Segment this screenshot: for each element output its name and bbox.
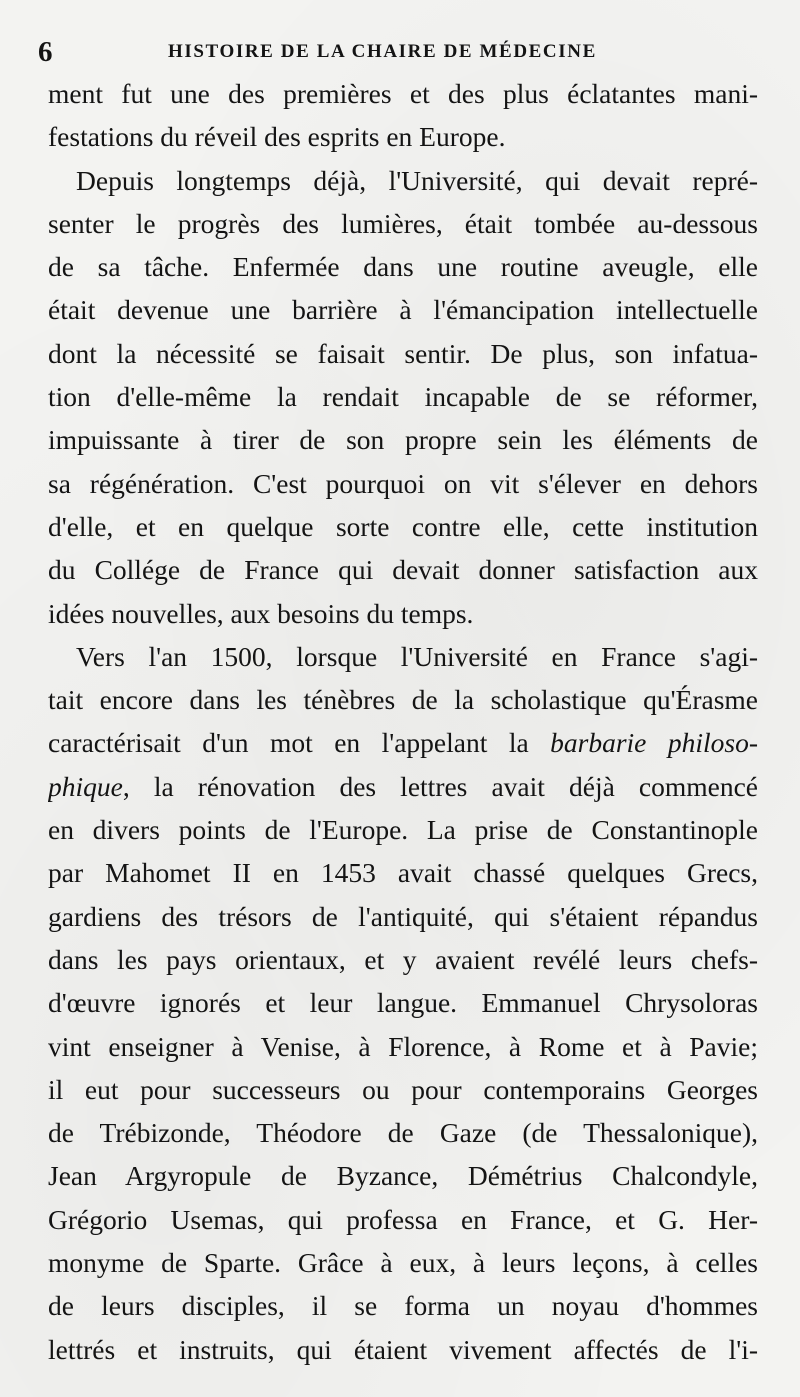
text-line: caractérisait d'un mot en l'appelant la barbarie philoso- xyxy=(48,727,758,759)
text-line: monyme de Sparte. Grâce à eux, à leurs leçons, à celles xyxy=(48,1247,758,1279)
text-line: dans les pays orientaux, et y avaient revélé leurs chefs- xyxy=(48,943,758,975)
text-line: gardiens des trésors de l'antiquité, qui s'étaient répandus xyxy=(48,900,758,932)
body-text xyxy=(48,72,758,1371)
text-line: ment fut une des premières et des plus éclatantes mani- xyxy=(48,78,758,109)
text-line: festations du réveil des esprits en Europe. xyxy=(48,121,506,153)
text-line: tait encore dans les ténèbres de la scholastique qu'Érasme xyxy=(48,684,758,716)
text-line: Grégorio Usemas, qui professa en France, et G. Her- xyxy=(48,1203,758,1235)
running-title: HISTOIRE DE LA CHAIRE DE MÉDECINE xyxy=(168,41,597,62)
text-line: senter le progrès des lumières, était tombée au-dessous xyxy=(48,207,758,239)
text-line: impuissante à tirer de son propre sein les éléments de xyxy=(48,424,758,456)
italic-phrase: barbarie philoso- xyxy=(550,727,758,759)
text-line: par Mahomet II en 1453 avait chassé quelques Grecs, xyxy=(48,857,758,889)
paragraph-start-line: Vers l'an 1500, lorsque l'Université en France s'agi- xyxy=(76,640,758,672)
text-line: de sa tâche. Enfermée dans une routine aveugle, elle xyxy=(48,251,758,283)
text-line: d'œuvre ignorés et leur langue. Emmanuel Chrysoloras xyxy=(48,987,758,1019)
text-line: de Trébizonde, Théodore de Gaze (de Thessalonique), xyxy=(48,1117,758,1149)
text-line: était devenue une barrière à l'émancipation intellectuelle xyxy=(48,294,758,326)
text-line: dont la nécessité se faisait sentir. De plus, son infatua- xyxy=(48,337,758,369)
page-number: 6 xyxy=(38,36,53,68)
text-line: sa régénération. C'est pourquoi on vit s'élever en dehors xyxy=(48,467,758,499)
text-line: vint enseigner à Venise, à Florence, à Rome et à Pavie; xyxy=(48,1030,758,1062)
page-header xyxy=(38,34,760,70)
text-line: tion d'elle-même la rendait incapable de se réformer, xyxy=(48,381,758,413)
text-line: il eut pour successeurs ou pour contemporains Georges xyxy=(48,1073,758,1105)
text-line: du Collége de France qui devait donner satisfaction aux xyxy=(48,554,758,586)
text-line: phique, la rénovation des lettres avait déjà commencé xyxy=(48,770,758,802)
text-line: d'elle, et en quelque sorte contre elle, cette institution xyxy=(48,510,758,542)
italic-phrase: phique xyxy=(48,770,123,802)
text-line: lettrés et instruits, qui étaient vivement affectés de l'i- xyxy=(48,1333,758,1365)
text-line: en divers points de l'Europe. La prise de Constantinople xyxy=(48,814,758,846)
text-line: de leurs disciples, il se forma un noyau d'hommes xyxy=(48,1290,758,1322)
text-line: idées nouvelles, aux besoins du temps. xyxy=(48,597,474,629)
paragraph-start-line: Depuis longtemps déjà, l'Université, qui devait repré- xyxy=(76,164,758,196)
text-line: Jean Argyropule de Byzance, Démétrius Chalcondyle, xyxy=(48,1160,758,1192)
